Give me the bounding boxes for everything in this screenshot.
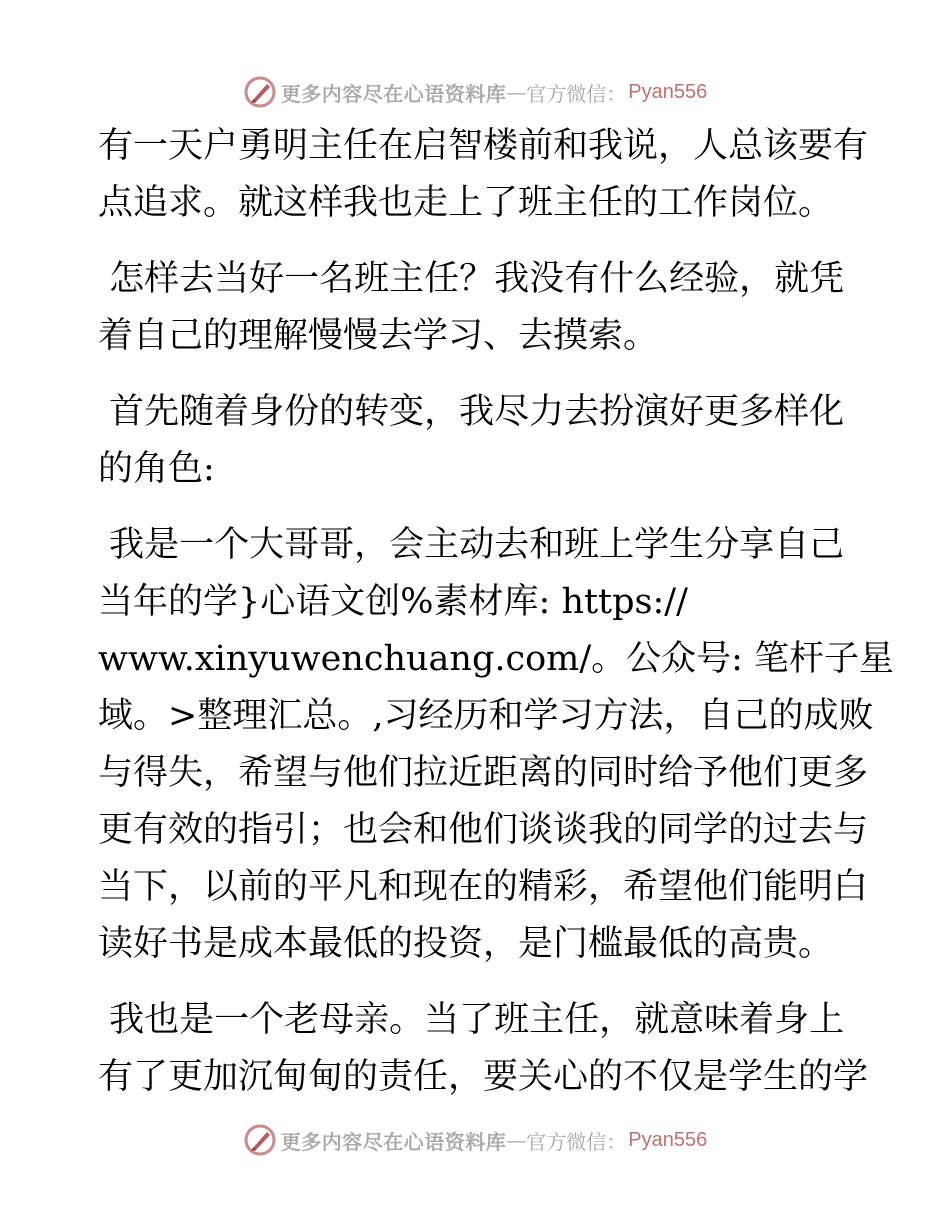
- paragraph: [98, 517, 895, 973]
- text-line: 的角色:: [98, 449, 215, 489]
- paragraph: [98, 384, 868, 498]
- document-body: [98, 118, 895, 1125]
- text-line: 着自己的理解慢慢去学习、去摸索。: [98, 316, 659, 356]
- banner-wechat-id: Pyan556: [628, 80, 708, 103]
- brand-logo-icon: [243, 1123, 277, 1157]
- banner-title: 更多内容尽在心语资料库: [280, 81, 507, 106]
- text-line: 我也是一个老母亲。当了班主任，就意味着身上: [98, 1000, 845, 1040]
- text-line: 怎样去当好一名班主任？我没有什么经验，就凭: [98, 259, 845, 299]
- paragraph: [98, 251, 868, 365]
- text-line: 首先随着身份的转变，我尽力去扮演好更多样化: [98, 392, 845, 432]
- banner-title: 更多内容尽在心语资料库: [280, 1129, 507, 1154]
- banner-label: 官方微信：: [526, 1129, 627, 1154]
- text-line: 点追求。就这样我也走上了班主任的工作岗位。: [98, 183, 834, 223]
- text-line: www.xinyuwenchuang.com/。公众号: 笔杆子星: [98, 639, 895, 679]
- text-line: 当年的学}心语文创%素材库: https://: [98, 582, 688, 622]
- text-line: 我是一个大哥哥，会主动去和班上学生分享自己: [98, 525, 845, 565]
- footer-banner: [0, 1120, 950, 1160]
- text-line: 与得失，希望与他们拉近距离的同时给予他们更多: [98, 753, 869, 793]
- text-line: 域。>整理汇总。,习经历和学习方法，自己的成败: [98, 696, 874, 736]
- header-banner: [0, 72, 950, 112]
- banner-dash: —: [506, 1128, 527, 1152]
- brand-logo-icon: [243, 75, 277, 109]
- text-line: 更有效的指引；也会和他们谈谈我的同学的过去与: [98, 810, 869, 850]
- text-line: 当下，以前的平凡和现在的精彩，希望他们能明白: [98, 867, 869, 907]
- banner-wechat-id: Pyan556: [628, 1128, 708, 1151]
- banner-dash: —: [506, 80, 527, 104]
- banner-label: 官方微信：: [526, 81, 627, 106]
- paragraph: [98, 992, 868, 1106]
- paragraph: [98, 118, 868, 232]
- text-line: 有了更加沉甸甸的责任，要关心的不仅是学生的学: [98, 1057, 869, 1097]
- text-line: 有一天户勇明主任在启智楼前和我说，人总该要有: [98, 126, 869, 166]
- text-line: 读好书是成本最低的投资，是门槛最低的高贵。: [98, 924, 834, 964]
